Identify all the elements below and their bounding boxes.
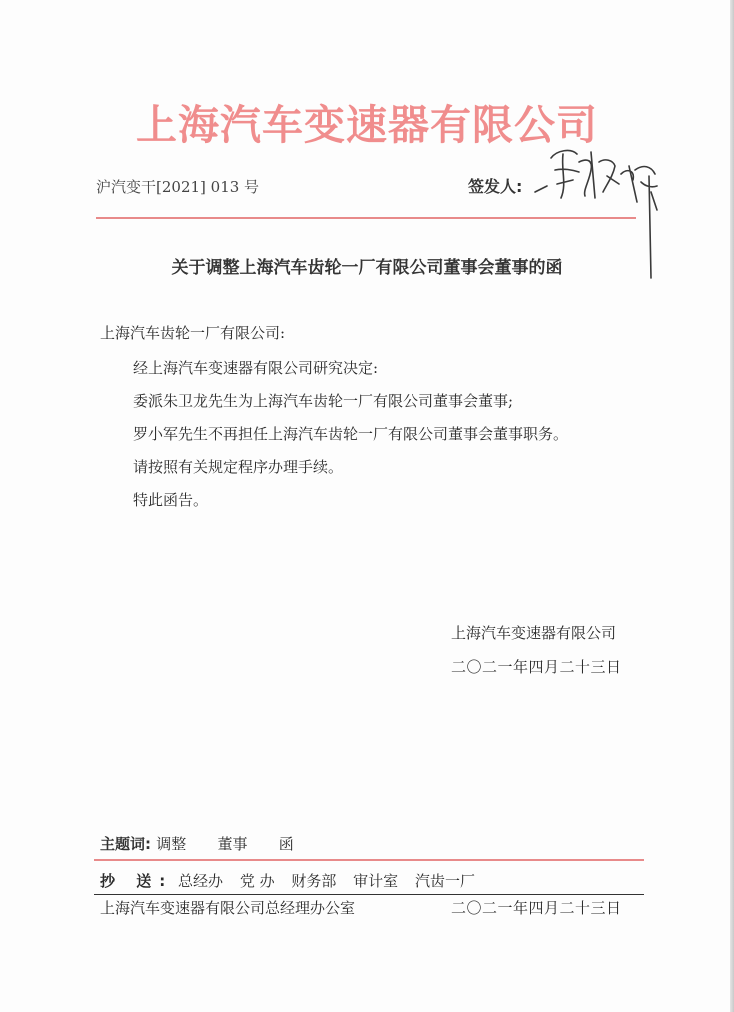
letter-title: 关于调整上海汽车齿轮一厂有限公司董事会董事的函 [171,258,563,278]
footer-divider [94,859,644,861]
keyword: 调整 [156,835,187,853]
cc-recipient: 审计室 [353,872,399,890]
sender-organization: 上海汽车变速器有限公司 [451,624,617,642]
document-number: 沪汽变干[2021] 013 号 [96,178,260,196]
letterhead-org-name: 上海汽车变速器有限公司 [136,101,598,149]
cc-recipient: 汽齿一厂 [414,872,475,890]
keyword: 函 [278,835,294,853]
footer-divider-black [94,894,644,895]
page-edge-shadow [730,0,734,1012]
body-line: 委派朱卫龙先生为上海汽车齿轮一厂有限公司董事会董事; [133,392,514,410]
cc-recipient: 财务部 [291,872,337,890]
keyword: 董事 [217,835,248,853]
letter-body [133,352,568,517]
keywords-row [100,833,320,854]
signer-label: 签发人: [468,177,523,196]
issuing-office: 上海汽车变速器有限公司总经理办公室 [100,899,356,917]
body-line: 经上海汽车变速器有限公司研究决定: [133,359,379,377]
sender-date: 二〇二一年四月二十三日 [451,658,622,676]
header-divider [96,217,636,219]
cc-recipient: 总经办 [178,872,224,890]
body-line: 特此函告。 [133,491,209,509]
body-line: 请按照有关规定程序办理手续。 [133,458,344,476]
issue-date: 二〇二一年四月二十三日 [451,899,622,917]
cc-label: 抄 送: [100,872,174,890]
body-line: 罗小军先生不再担任上海汽车齿轮一厂有限公司董事会董事职务。 [133,425,569,443]
cc-recipient: 党 办 [239,872,275,890]
recipient-line: 上海汽车齿轮一厂有限公司: [100,324,286,342]
keywords-label: 主题词: [100,835,151,853]
cc-row [100,870,487,891]
